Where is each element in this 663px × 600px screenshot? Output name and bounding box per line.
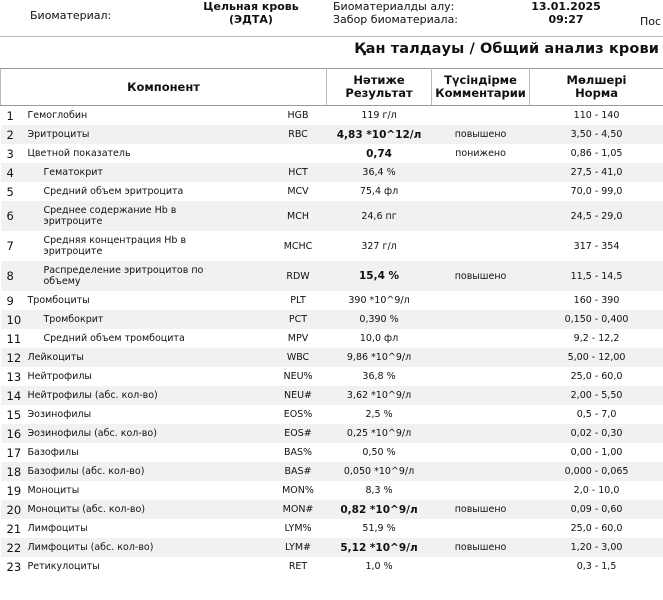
page-title: Қан талдауы / Общий анализ крови: [354, 41, 659, 57]
table-row: [1, 231, 663, 261]
row-number: 13: [6, 369, 22, 384]
result-value: 3,62 *10^9/л: [327, 386, 432, 405]
result-value: 51,9 %: [362, 523, 396, 534]
component-code: MCHC: [283, 240, 313, 252]
component-name: Средний объем тромбоцита: [43, 333, 185, 344]
row-number: 18: [1, 462, 24, 481]
result-value: 327 г/л: [361, 240, 397, 252]
column-header-norm: Мөлшері Норма: [530, 69, 663, 106]
result-value: 1,0 %: [365, 561, 393, 572]
row-number: 14: [1, 386, 24, 405]
norm-range: 110 - 140: [573, 110, 620, 121]
result-value: 390 *10^9/л: [348, 295, 410, 306]
norm-range: 25,0 - 60,0: [570, 371, 623, 382]
component-code: NEU%: [283, 371, 313, 382]
component-code: MON#: [270, 500, 327, 519]
result-value: 0,74: [366, 147, 392, 160]
component-name: Базофилы: [27, 447, 79, 458]
component-name: Лимфоциты (абс. кол-во): [24, 538, 270, 557]
component-name: Нейтрофилы: [27, 371, 92, 382]
component-code: LYM%: [284, 523, 312, 534]
table-row: [1, 443, 663, 462]
component-code: NEU#: [270, 386, 327, 405]
table-row: [1, 261, 663, 291]
component-name: Нейтрофилы (абс. кол-во): [24, 386, 270, 405]
norm-range: 24,5 - 29,0: [530, 201, 663, 231]
row-number: 16: [1, 424, 24, 443]
component-name: Лимфоциты: [27, 523, 88, 534]
header-cut-text: Пос: [640, 15, 662, 28]
table-row: [1, 329, 663, 348]
row-number: 5: [6, 184, 14, 199]
norm-range: 0,02 - 0,30: [530, 424, 663, 443]
collection-label: [333, 0, 458, 26]
component-name: Гематокрит: [24, 163, 270, 182]
norm-range: 1,20 - 3,00: [530, 538, 663, 557]
norm-range: 2,0 - 10,0: [573, 485, 620, 496]
component-code: EOS%: [283, 409, 313, 420]
component-code: RBC: [270, 125, 327, 144]
norm-range: 2,00 - 5,50: [530, 386, 663, 405]
collection-label-line2: Забор биоматериала:: [333, 13, 459, 26]
row-number: 12: [1, 348, 24, 367]
comment: [432, 291, 530, 310]
result-value: 10,0 фл: [359, 333, 399, 344]
norm-range: 9,2 - 12,2: [573, 333, 620, 344]
comment: понижено: [455, 148, 506, 159]
row-number: 8: [1, 261, 24, 291]
norm-range: 317 - 354: [573, 240, 620, 252]
row-number: 2: [1, 125, 24, 144]
table-row: [1, 538, 663, 557]
norm-range: 70,0 - 99,0: [570, 186, 623, 197]
table-row: [1, 348, 663, 367]
result-value: 2,5 %: [365, 409, 393, 420]
result-value: 4,83 *10^12/л: [327, 125, 432, 144]
result-value: 0,50 %: [362, 447, 396, 458]
component-name: Эозинофилы: [27, 409, 92, 420]
row-number: 20: [1, 500, 24, 519]
comment: [432, 386, 530, 405]
component-name: Средний объем эритроцита: [43, 186, 184, 197]
table-row: [1, 291, 663, 310]
comment: [432, 231, 530, 261]
component-code: LYM#: [270, 538, 327, 557]
table-row: [1, 367, 663, 386]
row-number: 9: [6, 293, 14, 308]
comment: повышено: [432, 500, 530, 519]
result-value: 0,82 *10^9/л: [327, 500, 432, 519]
row-number: 19: [6, 483, 22, 498]
norm-range: 25,0 - 60,0: [570, 523, 623, 534]
table-row: [1, 424, 663, 443]
result-value: 0,25 *10^9/л: [327, 424, 432, 443]
component-name: Среднее содержание Hb в эритроците: [24, 201, 270, 231]
comment: [432, 310, 530, 329]
table-row: [1, 557, 663, 576]
component-code: MPV: [287, 333, 309, 344]
comment: [432, 405, 530, 424]
table-row: [1, 106, 663, 126]
comment: [432, 481, 530, 500]
table-row: [1, 201, 663, 231]
row-number: 3: [6, 146, 14, 161]
component-name: Гемоглобин: [27, 110, 88, 121]
biomaterial-value-line1: Цельная кровь: [203, 0, 299, 13]
norm-range: 5,00 - 12,00: [530, 348, 663, 367]
norm-range: 0,000 - 0,065: [530, 462, 663, 481]
norm-range: 0,09 - 0,60: [530, 500, 663, 519]
collection-date: 13.01.2025: [531, 0, 601, 13]
comment: [432, 329, 530, 348]
comment: повышено: [432, 261, 530, 291]
comment: [432, 443, 530, 462]
component-code: MON%: [282, 485, 314, 496]
component-name: Тромбокрит: [24, 310, 270, 329]
norm-range: 0,3 - 1,5: [576, 561, 617, 572]
component-code: PLT: [290, 295, 306, 306]
component-code: BAS%: [283, 447, 313, 458]
comment: повышено: [432, 538, 530, 557]
results-table: [0, 68, 663, 576]
component-name: Эритроциты: [24, 125, 270, 144]
result-value: 0,390 %: [327, 310, 432, 329]
comment: [432, 163, 530, 182]
row-number: 6: [1, 201, 24, 231]
row-number: 11: [6, 331, 22, 346]
row-number: 21: [6, 521, 22, 536]
component-name: Эозинофилы (абс. кол-во): [24, 424, 270, 443]
norm-range: 160 - 390: [573, 295, 620, 306]
component-name: Лейкоциты: [24, 348, 270, 367]
norm-range: 0,00 - 1,00: [570, 447, 623, 458]
component-code: WBC: [270, 348, 327, 367]
component-code: RDW: [270, 261, 327, 291]
table-row: [1, 405, 663, 424]
table-row: [1, 481, 663, 500]
result-value: 15,4 %: [327, 261, 432, 291]
column-header-comment: Түсіндірме Комментарии: [432, 69, 530, 106]
component-name: Базофилы (абс. кол-во): [24, 462, 270, 481]
component-name: Средняя концентрация Hb в эритроците: [43, 235, 187, 257]
biomaterial-label: Биоматериал:: [30, 9, 112, 22]
comment: [432, 367, 530, 386]
component-name: Моноциты: [27, 485, 80, 496]
table-row: [1, 182, 663, 201]
row-number: 10: [1, 310, 24, 329]
component-code: HGB: [287, 110, 309, 121]
result-value: 75,4 фл: [359, 186, 399, 197]
comment: [432, 201, 530, 231]
table-row: [1, 462, 663, 481]
component-name: Ретикулоциты: [27, 561, 100, 572]
collection-time: 09:27: [548, 13, 584, 26]
comment: [432, 557, 530, 576]
report-header: [0, 0, 663, 37]
result-value: 36,8 %: [362, 371, 396, 382]
table-row: [1, 500, 663, 519]
table-row: [1, 519, 663, 538]
component-code: MCH: [270, 201, 327, 231]
collection-datetime: [528, 0, 604, 26]
collection-label-line1: Биоматериалды алу:: [333, 0, 455, 13]
column-header-component: Компонент: [1, 69, 327, 106]
component-code: RET: [288, 561, 308, 572]
norm-range: 27,5 - 41,0: [530, 163, 663, 182]
comment: повышено: [432, 125, 530, 144]
norm-range: 11,5 - 14,5: [530, 261, 663, 291]
biomaterial-value-line2: (ЭДТА): [229, 13, 273, 26]
column-header-result: Нәтиже Результат: [327, 69, 432, 106]
row-number: 4: [1, 163, 24, 182]
row-number: 1: [6, 108, 14, 123]
norm-range: 0,150 - 0,400: [530, 310, 663, 329]
comment: [432, 106, 530, 126]
table-row: [1, 144, 663, 163]
row-number: 23: [6, 559, 22, 574]
component-code: BAS#: [270, 462, 327, 481]
table-header-row: [1, 69, 663, 106]
result-value: 36,4 %: [327, 163, 432, 182]
component-code: EOS#: [270, 424, 327, 443]
norm-range: 0,86 - 1,05: [570, 148, 623, 159]
result-value: 9,86 *10^9/л: [327, 348, 432, 367]
comment: [432, 519, 530, 538]
comment: [432, 462, 530, 481]
result-value: 5,12 *10^9/л: [327, 538, 432, 557]
norm-range: 3,50 - 4,50: [530, 125, 663, 144]
component-name: Цветной показатель: [27, 148, 131, 159]
component-code: PCT: [270, 310, 327, 329]
table-row: [1, 386, 663, 405]
row-number: 15: [6, 407, 22, 422]
component-code: HCT: [270, 163, 327, 182]
norm-range: 0,5 - 7,0: [576, 409, 617, 420]
comment: [432, 182, 530, 201]
component-name: Тромбоциты: [27, 295, 90, 306]
row-number: 22: [1, 538, 24, 557]
table-row: [1, 125, 663, 144]
comment: [432, 424, 530, 443]
component-name: Распределение эритроцитов по объему: [24, 261, 270, 291]
component-name: Моноциты (абс. кол-во): [24, 500, 270, 519]
row-number: 7: [6, 239, 14, 253]
result-value: 119 г/л: [361, 110, 397, 121]
result-value: 24,6 пг: [327, 201, 432, 231]
component-code: MCV: [287, 186, 309, 197]
component-code: [270, 144, 327, 163]
result-value: 0,050 *10^9/л: [327, 462, 432, 481]
row-number: 17: [6, 445, 22, 460]
comment: [432, 348, 530, 367]
result-value: 8,3 %: [365, 485, 393, 496]
table-row: [1, 163, 663, 182]
biomaterial-value: [192, 0, 310, 26]
table-row: [1, 310, 663, 329]
